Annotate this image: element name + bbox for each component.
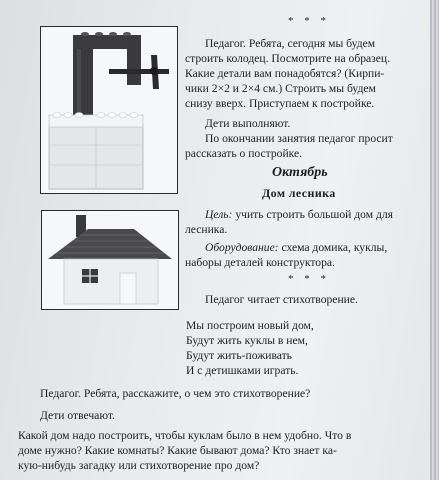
final-line: Какой дом надо построить, чтобы куклам было в нем удобно. Что в	[18, 429, 352, 442]
equip-label: Оборудование:	[205, 241, 279, 254]
stars-divider-2: * * *	[288, 273, 330, 285]
end-line: По окончании занятия педагог просит	[205, 132, 393, 145]
poem-line: Мы построим новый дом,	[186, 319, 314, 332]
children-answer: Дети отвечают.	[40, 409, 115, 422]
well-illustration	[40, 26, 178, 194]
lesson-title: Дом лесника	[262, 186, 336, 200]
page-edge	[430, 0, 439, 480]
intro-line: снизу вверх. Приступаем к постройке.	[185, 97, 375, 110]
stars-divider: * * *	[288, 15, 330, 27]
lego-well-image	[41, 27, 176, 192]
goal-line	[205, 207, 393, 222]
final-line: кую-нибудь загадку или стихотворение про дом?	[18, 459, 260, 472]
question-line: Педагог. Ребята, расскажите, о чем это стихотворение?	[40, 387, 311, 400]
goal-text: учить строить большой дом для	[232, 208, 393, 221]
intro-line: строить колодец. Посмотрите на образец.	[185, 52, 391, 65]
final-line: доме нужно? Какие комнаты? Какие бывают дома? Кто знает ка-	[18, 444, 337, 457]
end-line: рассказать о постройке.	[185, 147, 303, 160]
children-do: Дети выполняют.	[205, 117, 291, 130]
equip-line	[205, 240, 387, 255]
goal-line-2: лесника.	[185, 223, 228, 236]
equip-text: схема домика, куклы,	[278, 241, 388, 254]
equip-line-2: наборы деталей конструктора.	[185, 256, 335, 269]
intro-line: чики 2×2 и 2×4 см.) Строить мы будем	[185, 82, 376, 95]
poem-line: Будут жить куклы в нем,	[186, 334, 308, 347]
goal-label: Цель:	[205, 208, 233, 221]
poem-line: И с детишками играть.	[186, 364, 299, 377]
lego-house-image	[42, 211, 177, 308]
house-illustration	[41, 210, 179, 310]
month-heading: Октябрь	[272, 165, 328, 180]
intro-line: Педагог. Ребята, сегодня мы будем	[205, 37, 376, 50]
intro-line: Какие детали вам понадобятся? (Кирпи-	[185, 67, 385, 80]
teacher-reads: Педагог читает стихотворение.	[205, 293, 358, 306]
poem-line: Будут жить-поживать	[186, 349, 292, 362]
